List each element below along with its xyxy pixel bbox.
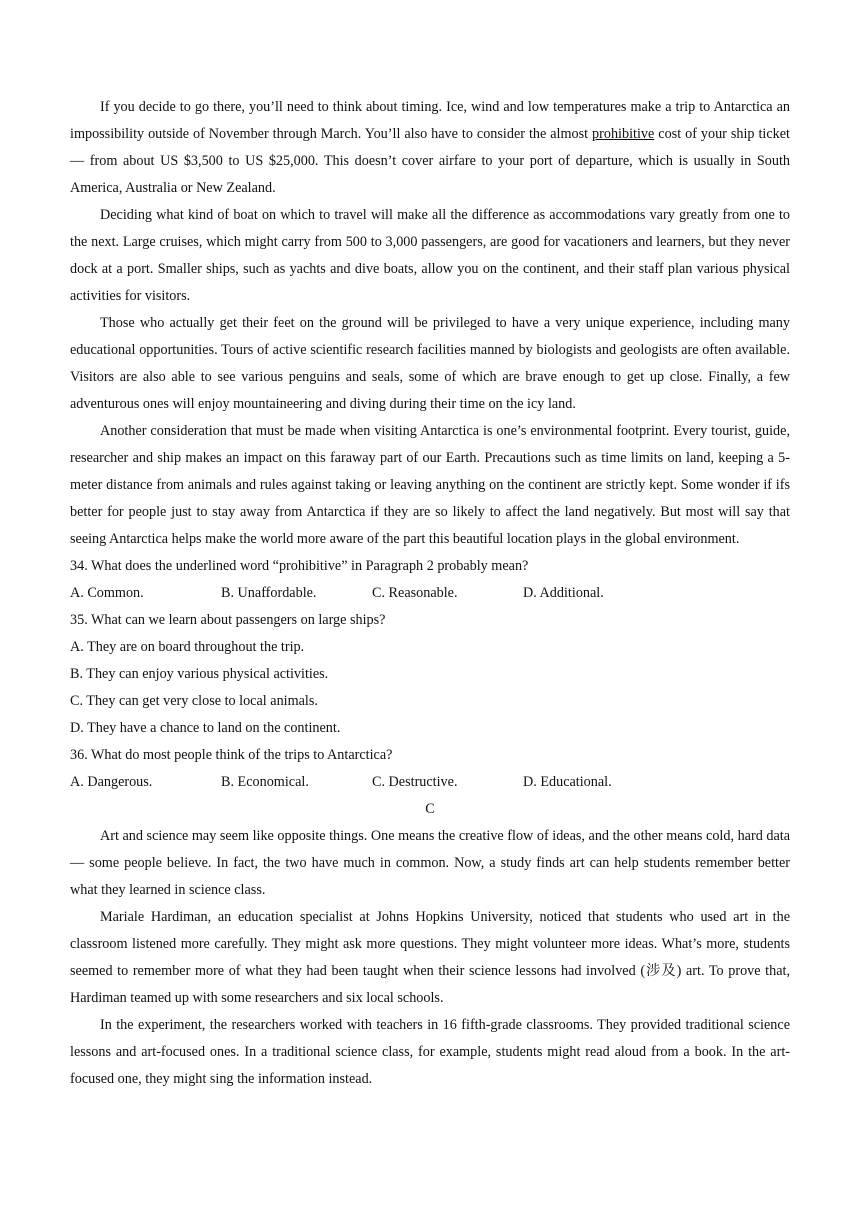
question-34-option-d: D. Additional.	[523, 585, 604, 601]
question-36-option-a: A. Dangerous.	[70, 774, 153, 790]
section-heading-c: C	[425, 801, 435, 817]
question-36-options	[70, 769, 790, 796]
passage-b-paragraph-2: Deciding what kind of boat on which to travel will make all the difference as accommodations vary greatly from one to the next. Large cruises, which might carry from 500 to 3,000 passengers, are good for vacationers and learners, but they never dock at a port. Smaller ships, such as yachts and dive boats, allow you on the continent, and their staff plan various physical activities for visitors.	[70, 207, 790, 304]
paragraph-text: cost of your ship ticket— from about US $3,500 to US $25,000. This doesn’t cover airfare to your port of departure, which is usually in South America, Australia or New Zealand.	[70, 126, 790, 196]
question-35-option-c: C. They can get very close to local animals.	[70, 693, 318, 709]
passage-b-paragraph-1	[70, 94, 790, 202]
question-34-option-c: C. Reasonable.	[372, 585, 458, 601]
question-34-option-b: B. Unaffordable.	[221, 585, 317, 601]
passage-c-paragraph-3: In the experiment, the researchers worked with teachers in 16 fifth-grade classrooms. They provided traditional science lessons and art-focused ones. In a traditional science class, for example, students might read aloud from a book. In the art-focused one, they might sing the information instead.	[70, 1017, 790, 1087]
underlined-word: prohibitive	[592, 126, 655, 142]
passage-b-paragraph-3: Those who actually get their feet on the ground will be privileged to have a very unique experience, including many educational opportunities. Tours of active scientific research facilities manned by biologists and geologists are often available. Visitors are also able to see various penguins and seals, some of which are brave enough to get up close. Finally, a few adventurous ones will enjoy mountaineering and diving during their time on the icy land.	[70, 315, 790, 412]
passage-c-paragraph-2: Mariale Hardiman, an education specialist at Johns Hopkins University, noticed that students who used art in the classroom listened more carefully. They might ask more questions. They might volunteer more ideas. What’s more, students seemed to remember more of what they had been taught when their science lessons had involved (涉及) art. To prove that, Hardiman teamed up with some researchers and six local schools.	[70, 909, 790, 1006]
paragraph-text: If you decide to go there, you’ll need to think about timing. Ice, wind and low temperatures make a trip to Antarctica an impossibility outside of November through March. You’ll also have to consider the almost	[70, 99, 790, 142]
question-36-option-d: D. Educational.	[523, 774, 612, 790]
question-34-stem: 34. What does the underlined word “prohibitive” in Paragraph 2 probably mean?	[70, 558, 529, 574]
question-35-stem: 35. What can we learn about passengers on large ships?	[70, 612, 386, 628]
passage-c-paragraph-1: Art and science may seem like opposite things. One means the creative flow of ideas, and the other means cold, hard data— some people believe. In fact, the two have much in common. Now, a study finds art can help students remember better what they learned in science class.	[70, 828, 790, 898]
question-35-option-d: D. They have a chance to land on the continent.	[70, 720, 341, 736]
passage-b-paragraph-4: Another consideration that must be made when visiting Antarctica is one’s environmental footprint. Every tourist, guide, researcher and ship makes an impact on this faraway part of our Earth. Precautions such as time limits on land, keeping a 5-meter distance from animals and rules against taking or leaving anything on the continent are strictly kept. Some wonder if ifs better for people just to stay away from Antarctica if they are so likely to affect the land negatively. But most will say that seeing Antarctica helps make the world more aware of the part this beautiful location plays in the global environment.	[70, 423, 790, 547]
question-36-option-c: C. Destructive.	[372, 774, 458, 790]
question-36-stem: 36. What do most people think of the trips to Antarctica?	[70, 747, 393, 763]
question-34-option-a: A. Common.	[70, 585, 144, 601]
document-page	[70, 94, 790, 1093]
question-36-option-b: B. Economical.	[221, 774, 309, 790]
question-34-options	[70, 580, 790, 607]
question-35-option-b: B. They can enjoy various physical activities.	[70, 666, 329, 682]
question-35-option-a: A. They are on board throughout the trip.	[70, 639, 305, 655]
